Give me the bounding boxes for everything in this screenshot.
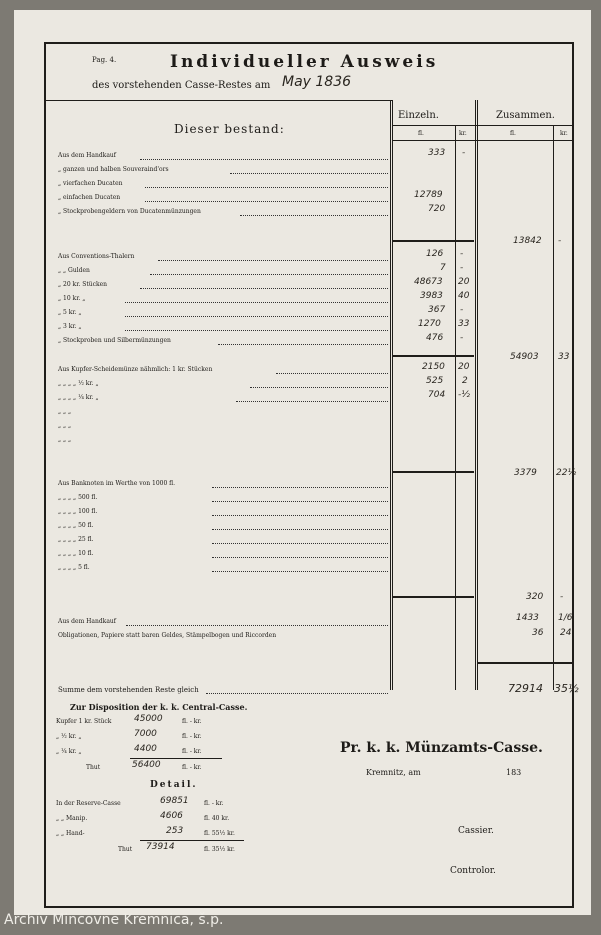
value-kr: 40 [458,291,470,301]
value-fl: 3983 [420,291,443,301]
value-fl: 126 [426,249,444,259]
value-fl: 2150 [422,362,445,372]
group-total-kr: 33 [558,352,570,362]
value-kr: 20 [458,362,470,372]
form-title: Individueller Ausweis [170,52,439,72]
row-label: Aus dem Handkauf [58,152,116,159]
row-label: Aus Kupfer-Scheidemünze nähmlich: 1 kr. Stücken [58,366,213,373]
value-fl: 333 [428,148,446,158]
extra-total-fl: 320 [526,592,544,602]
row-label: „ Stockproben und Silbermünzungen [58,337,171,344]
bestand-heading: Dieser bestand: [174,122,285,136]
value-kr: 20 [458,277,470,287]
row-label: „ Stockprobengeldern von Ducatenmünzungen [58,208,201,215]
group-total-fl: 13842 [513,236,542,246]
row-label: „ „ „ „ ½ kr. „ [58,380,99,387]
row-label: „ „ „ „ ¼ kr. „ [58,394,99,401]
detail-total-unit: fl. 35½ kr. [204,846,235,853]
detail-label: In der Reserve-Casse [56,800,121,807]
value-kr: 33 [458,319,470,329]
value-fl: 12789 [414,190,443,200]
form-subtitle: des vorstehenden Casse-Restes am [92,80,271,91]
dispo-unit: fl. - kr. [182,718,202,725]
row-label: Aus dem Handkauf [58,618,116,625]
detail-unit: fl. 40 kr. [204,815,230,822]
value-fl: 48673 [414,277,443,287]
row-label: „ „ „ „ 500 fl. [58,494,98,501]
summe-kr: 35½ [554,682,579,695]
dispo-label: „ ½ kr. „ [56,733,82,740]
row-label: „ „ „ „ 25 fl. [58,536,94,543]
row-label: Obligationen, Papiere statt baren Geldes, Stämpelbogen und Riccorden [58,632,277,639]
summe-fl: 72914 [508,682,543,695]
einzeln-fl-label: fl. [418,130,424,137]
row-label: „ 20 kr. Stücken [58,281,108,288]
dispo-value: 4400 [134,744,157,754]
detail-label: „ „ Manip. [56,815,88,822]
row-label: Aus Banknoten im Werthe von 1000 fl. [58,480,176,487]
value-fl: 476 [426,333,444,343]
value-kr: - [460,263,464,273]
row-label: „ 5 kr. „ [58,309,82,316]
dispo-label: „ ¼ kr. „ [56,748,82,755]
disposition-title: Zur Disposition der k. k. Central-Casse. [70,702,248,712]
group-total-kr: - [558,236,562,246]
row-label: „ „ „ „ 100 fl. [58,508,98,515]
summe-label: Summe dem vorstehenden Reste gleich [58,686,199,694]
controlor-label: Controlor. [450,866,496,876]
value-kr: 2 [462,376,468,386]
dispo-total-label: Thut [86,764,101,771]
value-kr: 24 [560,628,572,638]
dispo-unit: fl. - kr. [182,733,202,740]
row-label: „ „ „ [58,408,72,415]
value-fl: 1270 [418,319,441,329]
value-fl: 7 [440,263,446,273]
zusammen-heading: Zusammen. [496,110,555,121]
detail-unit: fl. - kr. [204,800,224,807]
row-label: Aus Conventions-Thalern [58,253,135,260]
row-label: „ „ Gulden [58,267,90,274]
value-fl: 36 [532,628,544,638]
office-place: Kremnitz, am [366,768,421,777]
einzeln-kr-label: kr. [459,130,467,137]
detail-label: „ „ Hand- [56,830,85,837]
detail-value: 4606 [160,811,183,821]
value-kr: - [462,148,466,158]
row-label: „ einfachen Ducaten [58,194,121,201]
dispo-total-unit: fl. - kr. [182,764,202,771]
detail-unit: fl. 55½ kr. [204,830,235,837]
extra-total-kr: - [560,592,564,602]
detail-total: 73914 [146,842,175,852]
dispo-value: 7000 [134,729,157,739]
value-fl: 367 [428,305,446,315]
row-label: „ „ „ [58,422,72,429]
detail-total-label: Thut [118,846,133,853]
row-label: „ 3 kr. „ [58,323,82,330]
row-label: „ „ „ „ 10 fl. [58,550,94,557]
page-number: Pag. 4. [92,56,117,64]
value-kr: - [460,249,464,259]
row-label: „ 10 kr. „ [58,295,86,302]
detail-value: 253 [166,826,184,836]
einzeln-heading: Einzeln. [398,110,439,121]
row-label: „ vierfachen Ducaten [58,180,123,187]
group-total-fl: 3379 [514,468,537,478]
group-total-fl: 54903 [510,352,539,362]
date-handwritten: May 1836 [282,74,352,90]
value-kr: 1/6 [558,613,573,623]
dispo-unit: fl. - kr. [182,748,202,755]
detail-value: 69851 [160,796,189,806]
office-name: Pr. k. k. Münzamts-Casse. [340,740,543,756]
value-kr: - [460,305,464,315]
detail-title: Detail. [150,780,198,790]
row-label: „ „ „ [58,436,72,443]
archive-watermark: Archív Mincovne Kremnica, š.p. [4,912,224,928]
group-total-kr: 22½ [556,468,577,478]
dispo-total: 56400 [132,760,161,770]
row-label: „ „ „ „ 50 fl. [58,522,94,529]
zusammen-kr-label: kr. [560,130,568,137]
value-fl: 525 [426,376,444,386]
value-kr: - [460,333,464,343]
dispo-value: 45000 [134,714,163,724]
row-label: „ „ „ „ 5 fl. [58,564,90,571]
value-kr: -½ [458,390,470,400]
zusammen-fl-label: fl. [510,130,516,137]
value-fl: 704 [428,390,446,400]
value-fl: 1433 [516,613,539,623]
cassier-label: Cassier. [458,826,494,836]
dispo-label: Kupfer 1 kr. Stück [56,718,112,725]
office-year: 183 [506,768,522,777]
row-label: „ ganzen und halben Souveraind'ors [58,166,169,173]
value-fl: 720 [428,204,446,214]
